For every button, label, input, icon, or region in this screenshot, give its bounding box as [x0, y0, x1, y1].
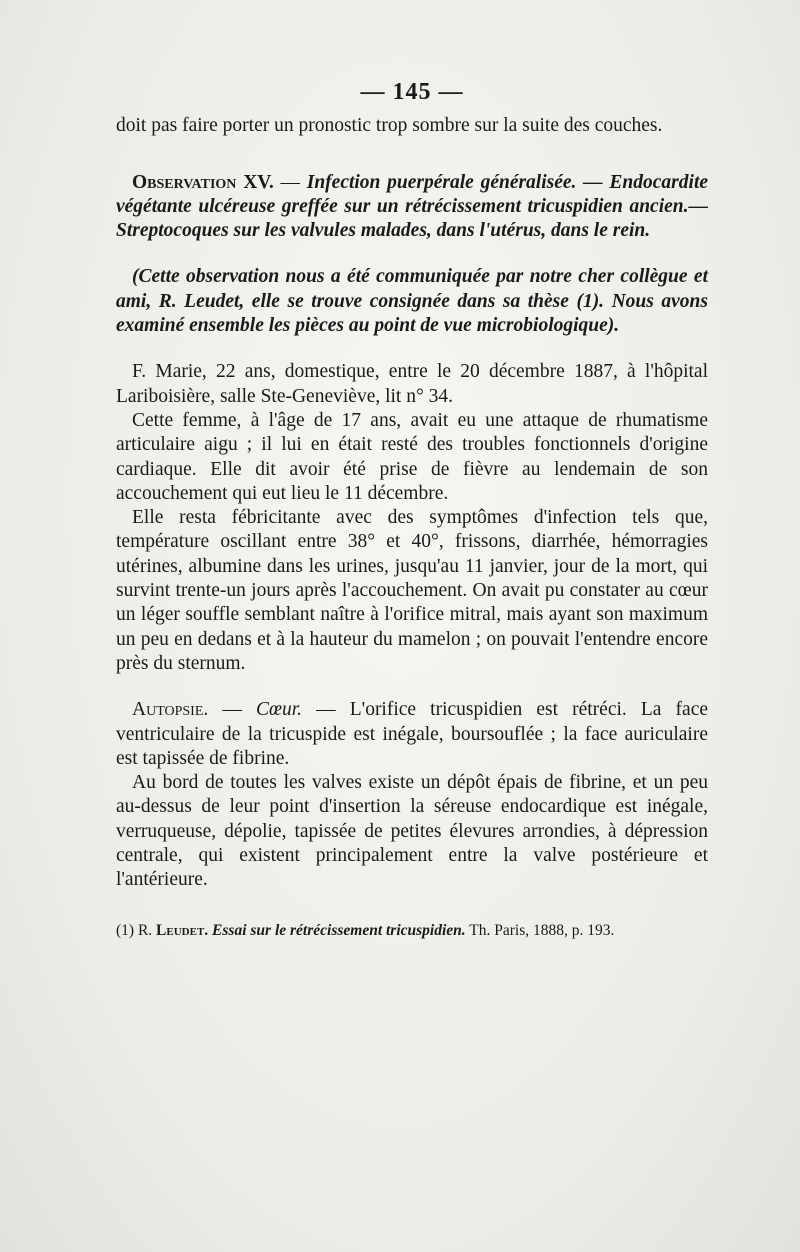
footnote [116, 921, 708, 941]
observation-label: Observation [132, 171, 237, 193]
observation-note: (Cette observation nous a été communiquée par notre cher collègue et ami, R. Leudet, elle se trouve consignée dans sa thèse (1). Nous avons examiné ensemble les pièces au point de vue microbiologique). [116, 266, 708, 337]
page-body [116, 80, 708, 941]
autopsy-dash: — [208, 699, 256, 721]
intro-text: doit pas faire porter un pronostic trop sombre sur la suite des couches. [116, 115, 663, 137]
footnote-title: Essai sur le rétrécissement tricuspidien. [208, 921, 466, 939]
observation-heading [116, 171, 708, 244]
observation-title: Infection puerpérale généralisée. — Endocardite végétante ulcéreuse greffée sur un rétrécissement tricuspidien ancien.— Streptocoques sur les valvules malades, dans l'utérus, dans le rein. [116, 171, 709, 242]
autopsy-organ: Cœur. [255, 699, 303, 721]
footnote-reference: Th. Paris, 1888, p. 193. [465, 921, 615, 939]
footnote-author: Leudet. [156, 921, 209, 939]
paragraph-valves: Au bord de toutes les valves existe un dépôt épais de fibrine, et un peu au-dessus de leur point d'insertion la séreuse endocardique est inégale, verruqueuse, dépolie, tapissée de petites élevures arrondies, à dépression centrale, qui existent principalement entre la valve postérieure et l'antérieure. [116, 772, 708, 891]
observation-number: XV. [243, 171, 274, 193]
footnote-marker: (1) R. [116, 921, 157, 939]
observation-separator: — [273, 171, 307, 193]
paragraph-symptoms: Elle resta fébricitante avec des symptômes d'infection tels que, température oscillant entre 38° et 40°, frissons, diarrhée, hémorragies utérines, albumine dans les urines, jusqu'au 11 janvier, jour de la mort, qui survint trente-un jours après l'accouchement. On avait pu constater au cœur un léger souffle semblant naître à l'orifice mitral, mais ayant son maximum un peu en dedans et à la hauteur du mamelon ; on pouvait l'entendre encore près du sternum. [116, 507, 708, 674]
autopsy-text: — L'orifice tricuspidien est rétréci. La face ventriculaire de la tricuspide est inégale, boursouflée ; la face auriculaire est tapissée de fibrine. [116, 699, 708, 769]
autopsy-paragraph [116, 698, 708, 771]
autopsy-label: Autopsie. [132, 699, 209, 721]
paragraph-patient: F. Marie, 22 ans, domestique, entre le 20 décembre 1887, à l'hôpital Lariboisière, salle Ste-Geneviève, lit n° 34. [116, 361, 708, 407]
paragraph-history: Cette femme, à l'âge de 17 ans, avait eu une attaque de rhumatisme articulaire aigu ; il lui en était resté des troubles fonctionnels d'origine cardiaque. Elle dit avoir été prise de fièvre au lendemain de son accouchement qui eut lieu le 11 décembre. [116, 409, 708, 504]
page-number: — 145 — [360, 79, 464, 105]
